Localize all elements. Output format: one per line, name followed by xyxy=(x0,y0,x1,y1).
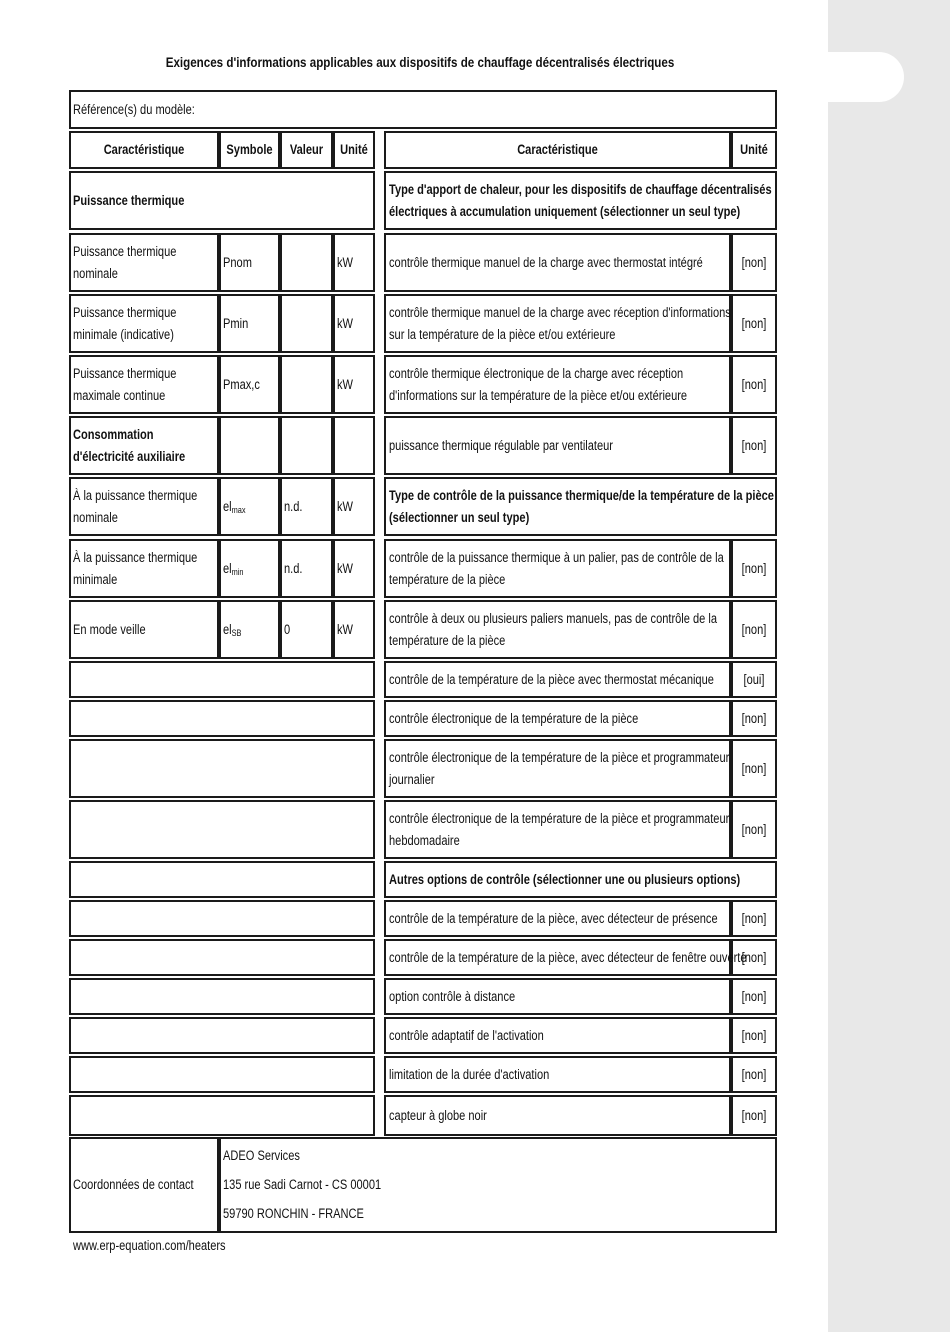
temperature-control-row-unit: [oui] xyxy=(743,671,765,687)
temperature-control-row-text: contrôle électronique de la température de la pièce et programmateur xyxy=(389,810,730,826)
temperature-control-row-unit: [non] xyxy=(741,621,767,637)
temperature-control-row-text-2: température de la pièce xyxy=(389,571,506,587)
other-option-row-text: limitation de la durée d'activation xyxy=(389,1066,550,1082)
temperature-control-row-text: contrôle de la puissance thermique à un palier, pas de contrôle de la xyxy=(389,549,724,565)
heat-output-row-unit: kW xyxy=(337,254,353,270)
heat-output-row-label: Puissance thermique xyxy=(73,304,177,320)
model-reference-label: Référence(s) du modèle: xyxy=(73,102,195,117)
symbol-subscript: SB xyxy=(231,627,242,638)
heat-input-row-unit: [non] xyxy=(741,376,767,392)
other-option-row-unit: [non] xyxy=(741,949,767,965)
header-symbol: Symbole xyxy=(226,142,273,157)
heat-output-row-symbol: Pnom xyxy=(223,254,252,270)
page-tab xyxy=(812,52,904,102)
other-option-row-unit: [non] xyxy=(741,910,767,926)
heat-output-row-label-2: nominale xyxy=(73,265,118,281)
aux-consumption-row-label: À la puissance thermique xyxy=(73,487,198,503)
heat-output-row-label: Puissance thermique xyxy=(73,365,177,381)
empty-left-cell xyxy=(69,800,375,859)
heat-output-row-unit: kW xyxy=(337,315,353,331)
section-aux-symbol-cell xyxy=(219,416,280,475)
other-option-row-text: contrôle adaptatif de l'activation xyxy=(389,1027,544,1043)
aux-consumption-row-symbol xyxy=(223,619,241,644)
other-option-row-unit: [non] xyxy=(741,1107,767,1123)
empty-left-cell xyxy=(69,661,375,698)
temperature-control-row-text: contrôle de la température de la pièce avec thermostat mécanique xyxy=(389,671,714,687)
empty-left-cell xyxy=(69,739,375,798)
aux-consumption-row-value: n.d. xyxy=(284,560,303,576)
temperature-control-row-text: contrôle électronique de la température de la pièce et programmateur xyxy=(389,749,730,765)
section-aux-consumption-2: d'électricité auxiliaire xyxy=(73,448,186,464)
section-temperature-control-text-2: (sélectionner un seul type) xyxy=(389,509,530,525)
temperature-control-row-text-2: journalier xyxy=(389,771,435,787)
aux-consumption-row-unit: kW xyxy=(337,498,353,514)
temperature-control-row-text-2: hebdomadaire xyxy=(389,832,460,848)
header-unit-right: Unité xyxy=(740,142,768,157)
header-value: Valeur xyxy=(289,142,324,157)
contact-label: Coordonnées de contact xyxy=(73,1177,194,1192)
contact-line: ADEO Services xyxy=(223,1148,300,1163)
heat-output-row-unit: kW xyxy=(337,376,353,392)
page-title: Exigences d'informations applicables aux dispositifs de chauffage décentralisés électriques xyxy=(165,55,675,70)
section-heat-output: Puissance thermique xyxy=(73,192,185,208)
heat-input-row-text-2: sur la température de la pièce et/ou extérieure xyxy=(389,326,616,342)
section-other-options-text: Autres options de contrôle (sélectionner une ou plusieurs options) xyxy=(389,871,741,887)
section-aux-unit-cell xyxy=(333,416,375,475)
other-option-row-unit: [non] xyxy=(741,988,767,1004)
symbol-base: el xyxy=(223,621,232,637)
heat-output-row-value-cell xyxy=(280,294,333,353)
aux-consumption-row-unit: kW xyxy=(337,560,353,576)
heat-output-row-label: Puissance thermique xyxy=(73,243,177,259)
header-characteristic-right: Caractéristique xyxy=(517,142,598,157)
heat-input-row-text-2: d'informations sur la température de la pièce et/ou extérieure xyxy=(389,387,688,403)
section-heat-input-type-text: Type d'apport de chaleur, pour les dispositifs de chauffage décentralisés xyxy=(389,181,772,197)
contact-line: 135 rue Sadi Carnot - CS 00001 xyxy=(223,1177,382,1192)
section-temperature-control-text: Type de contrôle de la puissance thermique/de la température de la pièce xyxy=(389,487,774,503)
heat-output-row-symbol: Pmax,c xyxy=(223,376,260,392)
heat-output-row-label-2: maximale continue xyxy=(73,387,166,403)
heat-output-row-value-cell xyxy=(280,355,333,414)
other-option-row-text: option contrôle à distance xyxy=(389,988,516,1004)
temperature-control-row-unit: [non] xyxy=(741,710,767,726)
aux-consumption-row-label-2: minimale xyxy=(73,571,118,587)
heat-input-row-unit: [non] xyxy=(741,315,767,331)
symbol-base: el xyxy=(223,498,232,514)
temperature-control-row-text: contrôle à deux ou plusieurs paliers manuels, pas de contrôle de la xyxy=(389,610,717,626)
empty-left-cell xyxy=(69,978,375,1015)
heat-input-row-text: contrôle thermique manuel de la charge avec réception d'informations xyxy=(389,304,731,320)
heat-input-row-text: contrôle thermique manuel de la charge avec thermostat intégré xyxy=(389,254,703,270)
empty-left-cell xyxy=(69,1056,375,1093)
heat-input-row-unit: [non] xyxy=(741,254,767,270)
section-aux-consumption: Consommation xyxy=(73,426,154,442)
temperature-control-row-text-2: température de la pièce xyxy=(389,632,506,648)
other-option-row-text: contrôle de la température de la pièce, avec détecteur de fenêtre ouverte xyxy=(389,949,747,965)
aux-consumption-row-symbol xyxy=(223,496,246,521)
other-option-row-text: capteur à globe noir xyxy=(389,1107,487,1123)
side-margin-band xyxy=(828,0,950,1332)
footer-url[interactable]: www.erp-equation.com/heaters xyxy=(73,1238,226,1253)
heat-output-row-value-cell xyxy=(280,233,333,292)
temperature-control-row-unit: [non] xyxy=(741,560,767,576)
temperature-control-row-unit: [non] xyxy=(741,760,767,776)
aux-consumption-row-unit: kW xyxy=(337,621,353,637)
heat-output-row-symbol: Pmin xyxy=(223,315,249,331)
aux-consumption-row-symbol xyxy=(223,558,244,583)
other-option-row-text: contrôle de la température de la pièce, avec détecteur de présence xyxy=(389,910,718,926)
section-heat-input-type-text-2: électriques à accumulation uniquement (sélectionner un seul type) xyxy=(389,203,741,219)
empty-left-cell xyxy=(69,1095,375,1136)
aux-consumption-row-label-2: nominale xyxy=(73,509,118,525)
other-option-row-unit: [non] xyxy=(741,1027,767,1043)
empty-left-cell xyxy=(69,1017,375,1054)
header-characteristic: Caractéristique xyxy=(103,142,185,157)
other-option-row-unit: [non] xyxy=(741,1066,767,1082)
section-aux-value-cell xyxy=(280,416,333,475)
contact-line: 59790 RONCHIN - FRANCE xyxy=(223,1206,364,1221)
heat-input-row-text: puissance thermique régulable par ventilateur xyxy=(389,437,614,453)
aux-consumption-row-label: À la puissance thermique xyxy=(73,549,198,565)
empty-left-cell xyxy=(69,861,375,898)
empty-left-cell xyxy=(69,939,375,976)
symbol-base: el xyxy=(223,560,232,576)
temperature-control-row-unit: [non] xyxy=(741,821,767,837)
empty-left-cell xyxy=(69,700,375,737)
heat-input-row-unit: [non] xyxy=(741,437,767,453)
header-unit: Unité xyxy=(340,142,368,157)
symbol-subscript: max xyxy=(231,504,246,515)
temperature-control-row-text: contrôle électronique de la température de la pièce xyxy=(389,710,639,726)
aux-consumption-row-value: n.d. xyxy=(284,498,303,514)
symbol-subscript: min xyxy=(231,566,244,577)
heat-input-row-text: contrôle thermique électronique de la charge avec réception xyxy=(389,365,684,381)
aux-consumption-row-value: 0 xyxy=(284,621,291,637)
aux-consumption-row-label: En mode veille xyxy=(73,621,146,637)
heat-output-row-label-2: minimale (indicative) xyxy=(73,326,174,342)
empty-left-cell xyxy=(69,900,375,937)
